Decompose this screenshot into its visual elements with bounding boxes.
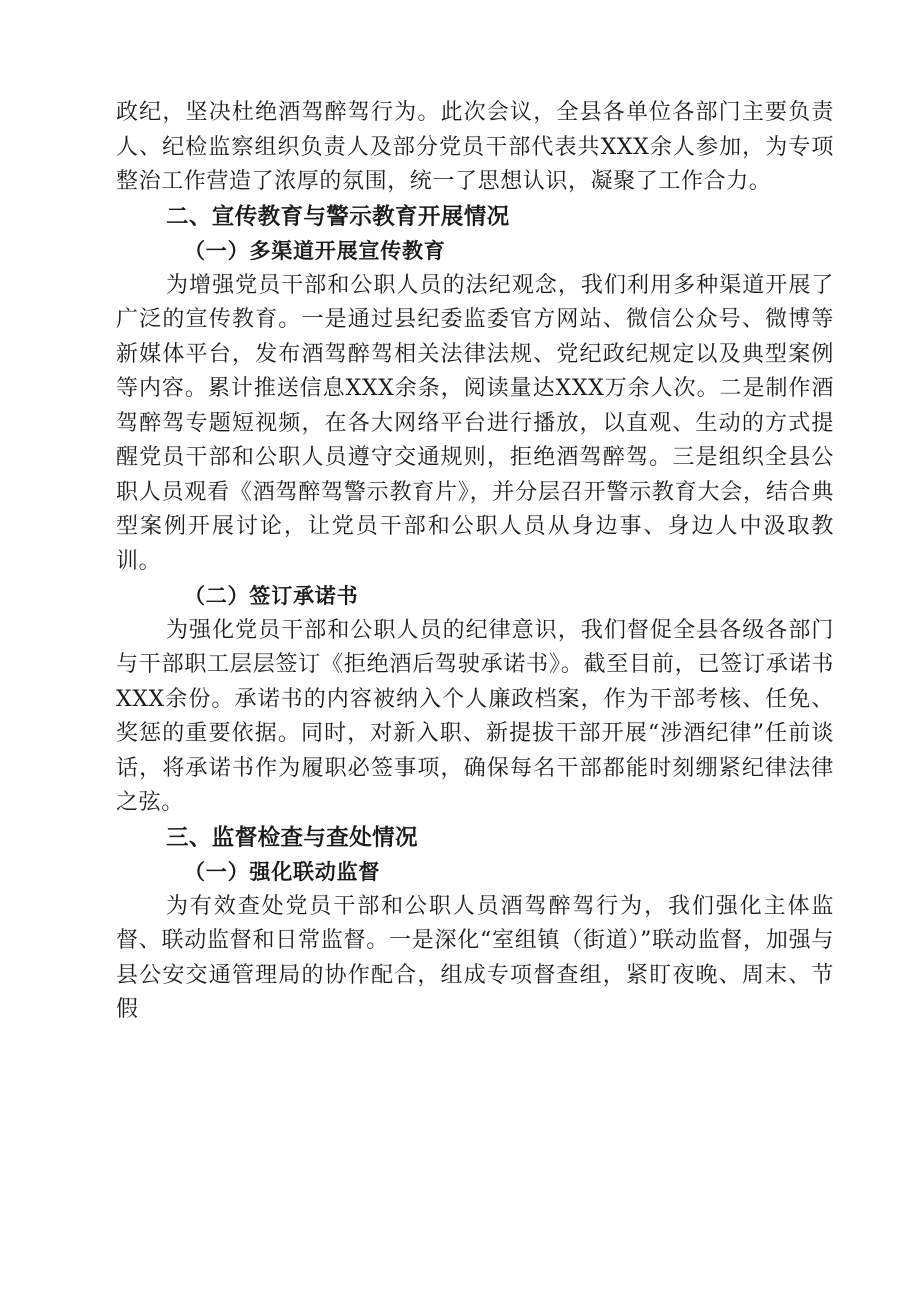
subheading-joint-supervision: （一）强化联动监督 [184,859,381,884]
subheading-pledge-signing: （二）签订承诺书 [184,583,359,608]
subheading-multi-channel-publicity: （一）多渠道开展宣传教育 [184,238,446,263]
section-heading-supervision-inspection: 三、监督检查与查处情况 [166,824,418,851]
document-page [116,96,834,1028]
paragraph-joint-supervision: 为有效查处党员干部和公职人员酒驾醉驾行为，我们强化主体监督、联动监督和日常监督。一是深化“室组镇（街道）”联动监督，加强与县公安交通管理局的协作配合，组成专项督查组，紧盯夜晚、周末、节假 [116,893,834,1022]
section-heading-publicity-education: 二、宣传教育与警示教育开展情况 [166,203,510,230]
paragraph-multi-channel-publicity: 为增强党员干部和公职人员的法纪观念，我们利用多种渠道开展了广泛的宣传教育。一是通过县纪委监委官方网站、微信公众号、微博等新媒体平台，发布酒驾醉驾相关法律法规、党纪政纪规定以及典型案例等内容。累计推送信息XXX余条，阅读量达XXX万余人次。二是制作酒驾醉驾专题短视频，在各大网络平台进行播放，以直观、生动的方式提醒党员干部和公职人员遵守交通规则，拒绝酒驾醉驾。三是组织全县公职人员观看《酒驾醉驾警示教育片》，并分层召开警示教育大会，结合典型案例开展讨论，让党员干部和公职人员从身边事、身边人中汲取教训。 [116,272,834,574]
paragraph-pledge-signing: 为强化党员干部和公职人员的纪律意识，我们督促全县各级各部门与干部职工层层签订《拒绝酒后驾驶承诺书》。截至目前，已签订承诺书XXX余份。承诺书的内容被纳入个人廉政档案，作为干部考核、任免、奖惩的重要依据。同时，对新入职、新提拔干部开展“涉酒纪律”任前谈话，将承诺书作为履职必签事项，确保每名干部都能时刻绷紧纪律法律之弦。 [116,617,834,815]
paragraph-meeting-summary: 政纪，坚决杜绝酒驾醉驾行为。此次会议，全县各单位各部门主要负责人、纪检监察组织负责人及部分党员干部代表共XXX余人参加，为专项整治工作营造了浓厚的氛围，统一了思想认识，凝聚了工作合力。 [116,100,834,194]
